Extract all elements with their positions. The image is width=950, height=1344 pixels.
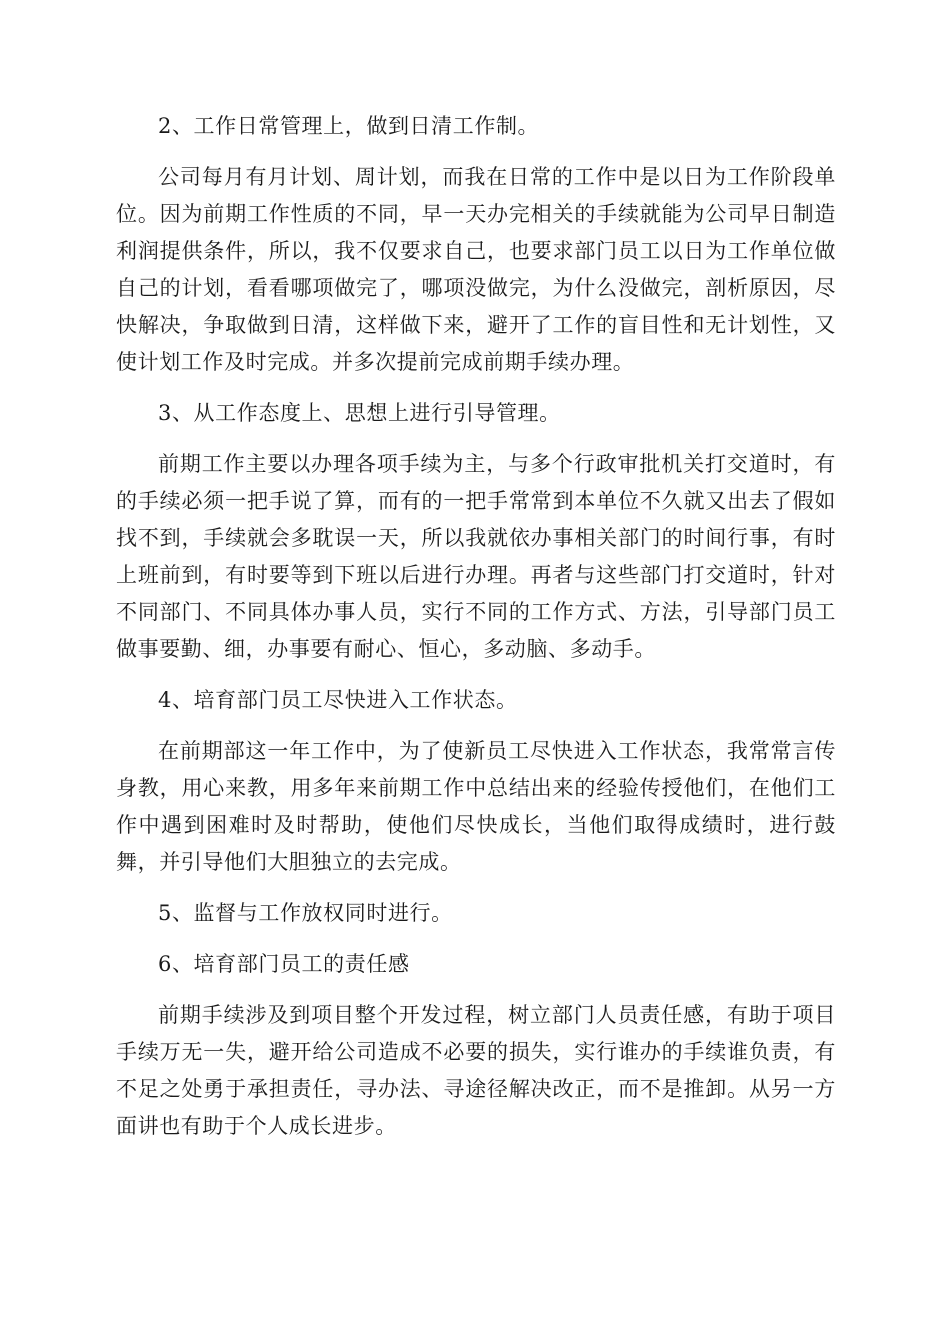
paragraph-daily-plan: 公司每月有月计划、周计划，而我在日常的工作中是以日为工作阶段单位。因为前期工作性质的不同，早一天办完相关的手续就能为公司早日制造利润提供条件，所以，我不仅要求自己，也要求部门员工以日为工作单位做自己的计划，看看哪项做完了，哪项没做完，为什么没做完，剖析原因，尽快解决，争取做到日清，这样做下来，避开了工作的盲目性和无计划性，又使计划工作及时完成。并多次提前完成前期手续办理。 [116,165,836,374]
paragraph-responsibility: 前期手续涉及到项目整个开发过程，树立部门人员责任感，有助于项目手续万无一失，避开给公司造成不必要的损失，实行谁办的手续谁负责，有不足之处勇于承担责任，寻办法、寻途径解决改正，而不是推卸。从另一方面讲也有助于个人成长进步。 [116,1003,836,1138]
paragraph-training: 在前期部这一年工作中，为了使新员工尽快进入工作状态，我常常言传身教，用心来教，用多年来前期工作中总结出来的经验传授他们，在他们工作中遇到困难时及时帮助，使他们尽快成长，当他们取得成绩时，进行鼓舞，并引导他们大胆独立的去完成。 [116,739,836,874]
section-heading-4: 4、培育部门员工尽快进入工作状态。 [158,688,518,712]
section-heading-5: 5、监督与工作放权同时进行。 [158,901,453,925]
document-body [116,108,836,1159]
section-heading-3: 3、从工作态度上、思想上进行引导管理。 [158,401,561,425]
section-heading-2: 2、工作日常管理上，做到日清工作制。 [158,114,540,138]
section-heading-6: 6、培育部门员工的责任感 [158,952,410,976]
paragraph-guidance: 前期工作主要以办理各项手续为主，与多个行政审批机关打交道时，有的手续必须一把手说了算，而有的一把手常常到本单位不久就又出去了假如找不到，手续就会多耽误一天，所以我就依办事相关部门的时间行事，有时上班前到，有时要等到下班以后进行办理。再者与这些部门打交道时，针对不同部门、不同具体办事人员，实行不同的工作方式、方法，引导部门员工做事要勤、细，办事要有耐心、恒心，多动脑、多动手。 [116,452,836,661]
